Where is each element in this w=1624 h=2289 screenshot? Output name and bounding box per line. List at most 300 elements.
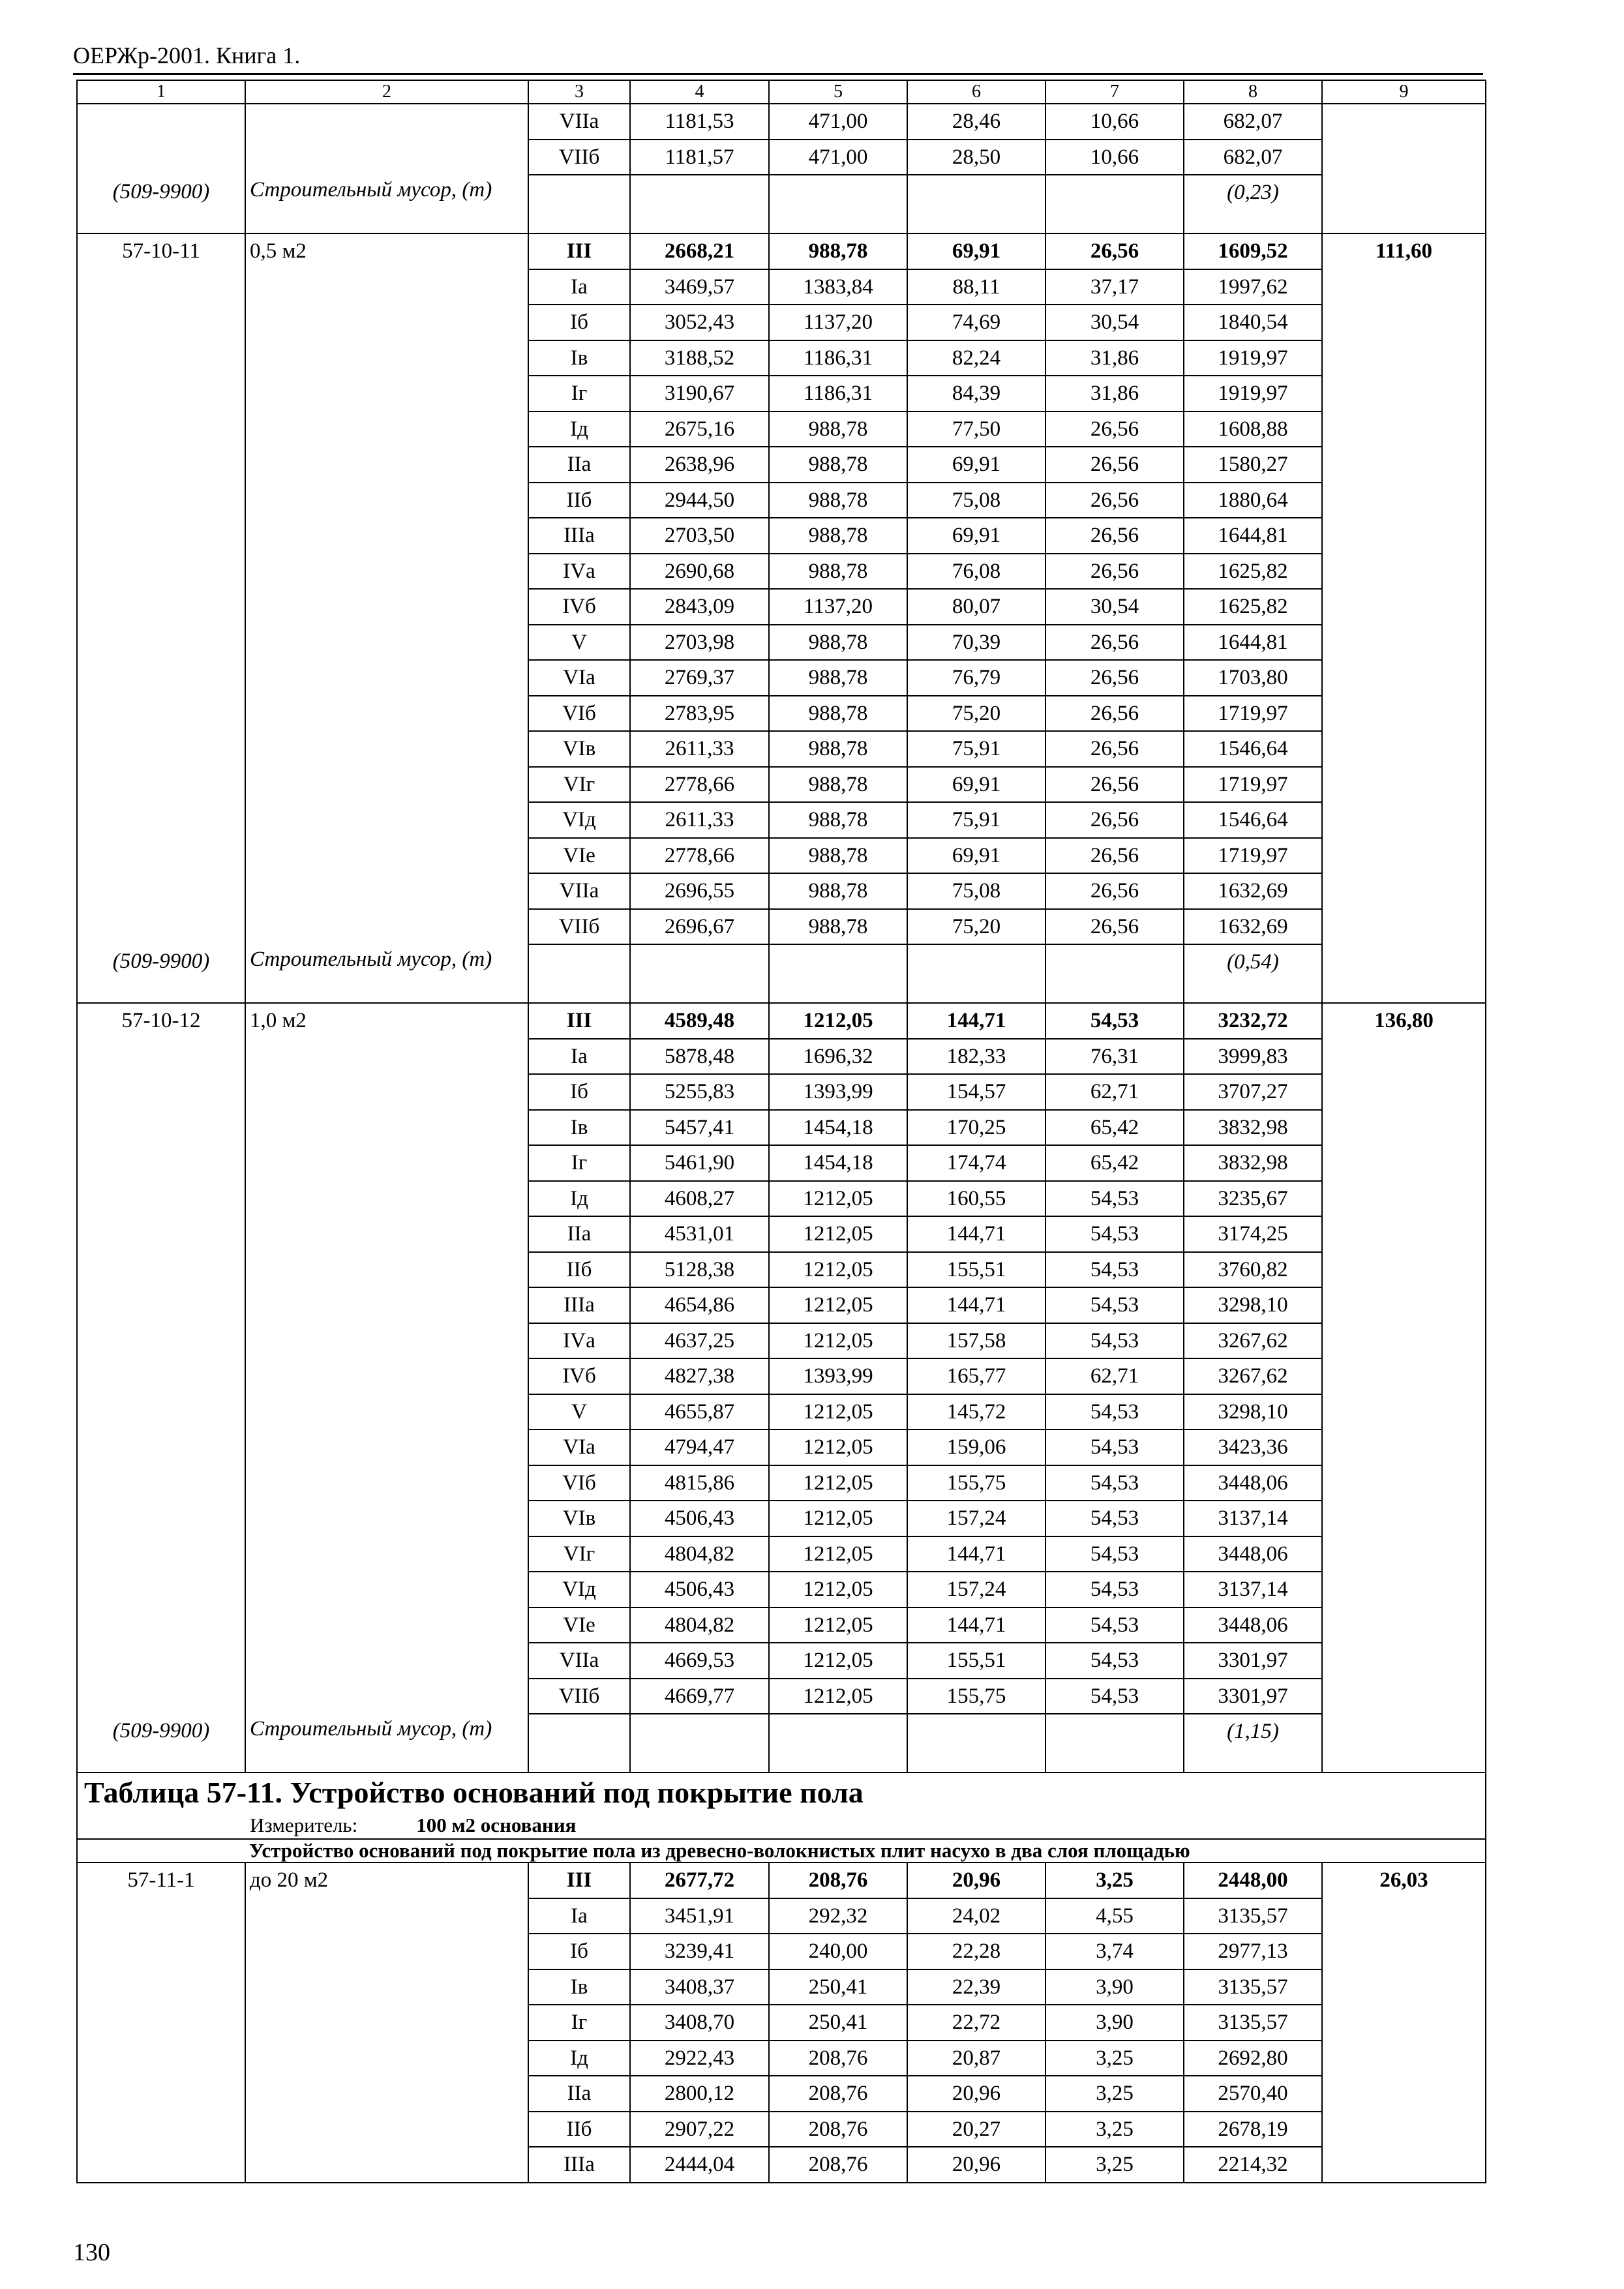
machine-cost-cell: 144,71 [907, 1216, 1045, 1252]
code-cell [77, 838, 245, 874]
machine-cost-cell: 144,71 [907, 1287, 1045, 1323]
zone-cell: Iд [528, 1181, 630, 1217]
labor-hours-cell [1322, 2076, 1486, 2112]
machine-cost-cell: 20,27 [907, 2112, 1045, 2147]
code-cell: (509-9900) [77, 944, 245, 1003]
name-cell [245, 269, 528, 305]
total-cost-cell: 2611,33 [630, 731, 769, 767]
name-cell [245, 696, 528, 732]
zone-cell: VIб [528, 696, 630, 732]
materials-cell: 1644,81 [1184, 625, 1322, 661]
materials-cell: 1719,97 [1184, 838, 1322, 874]
labor-cost-cell: 1212,05 [769, 1003, 907, 1039]
labor-cost-cell: 208,76 [769, 2147, 907, 2183]
materials-cell: 2570,40 [1184, 2076, 1322, 2112]
labor-hours-cell [1322, 104, 1486, 140]
name-cell [245, 1643, 528, 1679]
machine-cost-cell: 24,02 [907, 1898, 1045, 1934]
name-cell [245, 731, 528, 767]
machinist-wage-cell: 65,42 [1045, 1110, 1184, 1146]
labor-cost-cell: 988,78 [769, 447, 907, 483]
code-cell [77, 767, 245, 803]
labor-hours-cell [1322, 1465, 1486, 1501]
zone-cell: VIд [528, 802, 630, 838]
zone-cell: Iд [528, 2041, 630, 2076]
materials-cell: 2692,80 [1184, 2041, 1322, 2076]
labor-cost-cell: 250,41 [769, 1969, 907, 2005]
name-cell [245, 376, 528, 411]
total-cost-cell: 2907,22 [630, 2112, 769, 2147]
labor-hours-cell [1322, 1145, 1486, 1181]
machine-cost-cell: 75,08 [907, 483, 1045, 518]
machinist-wage-cell: 54,53 [1045, 1608, 1184, 1643]
total-cost-cell: 2703,50 [630, 518, 769, 554]
name-cell: до 20 м2 [245, 1863, 528, 1898]
rate-row [77, 1969, 1486, 2005]
machine-cost-cell: 69,91 [907, 233, 1045, 269]
materials-cell: 3135,57 [1184, 2005, 1322, 2041]
zone-cell: VIIб [528, 909, 630, 945]
materials-cell: 1997,62 [1184, 269, 1322, 305]
machinist-wage-cell: 30,54 [1045, 305, 1184, 340]
code-cell [77, 1145, 245, 1181]
rate-row [77, 2147, 1486, 2183]
total-cost-cell: 2611,33 [630, 802, 769, 838]
materials-cell: 2977,13 [1184, 1934, 1322, 1969]
machine-cost-cell: 69,91 [907, 518, 1045, 554]
zone-cell: V [528, 625, 630, 661]
labor-cost-cell: 988,78 [769, 660, 907, 696]
code-cell: 57-10-12 [77, 1003, 245, 1039]
labor-hours-cell [1322, 340, 1486, 376]
total-cost-cell: 5255,83 [630, 1074, 769, 1110]
labor-hours-cell [1322, 1358, 1486, 1394]
total-cost-cell: 4669,53 [630, 1643, 769, 1679]
machinist-wage-cell [1045, 175, 1184, 233]
rate-row [77, 233, 1486, 269]
machinist-wage-cell: 10,66 [1045, 140, 1184, 175]
code-cell [77, 2041, 245, 2076]
materials-cell: 1919,97 [1184, 376, 1322, 411]
labor-hours-cell [1322, 1714, 1486, 1773]
code-cell [77, 447, 245, 483]
rate-row [77, 411, 1486, 447]
name-cell [245, 518, 528, 554]
name-cell [245, 1145, 528, 1181]
machine-cost-cell: 144,71 [907, 1003, 1045, 1039]
total-cost-cell [630, 175, 769, 233]
labor-cost-cell: 988,78 [769, 873, 907, 909]
machine-cost-cell: 170,25 [907, 1110, 1045, 1146]
labor-cost-cell: 1212,05 [769, 1536, 907, 1572]
materials-cell: 3137,14 [1184, 1572, 1322, 1608]
labor-cost-cell: 1383,84 [769, 269, 907, 305]
labor-hours-cell [1322, 625, 1486, 661]
total-cost-cell: 3052,43 [630, 305, 769, 340]
total-cost-cell: 2444,04 [630, 2147, 769, 2183]
materials-cell: 1625,82 [1184, 554, 1322, 590]
labor-cost-cell: 471,00 [769, 104, 907, 140]
labor-hours-cell [1322, 1394, 1486, 1430]
labor-hours-cell [1322, 731, 1486, 767]
materials-cell: 3137,14 [1184, 1501, 1322, 1536]
rate-row [77, 1536, 1486, 1572]
total-cost-cell: 5128,38 [630, 1252, 769, 1288]
machinist-wage-cell: 26,56 [1045, 625, 1184, 661]
rate-row [77, 909, 1486, 945]
labor-hours-cell [1322, 767, 1486, 803]
labor-hours-cell: 136,80 [1322, 1003, 1486, 1039]
total-cost-cell: 4589,48 [630, 1003, 769, 1039]
total-cost-cell: 2703,98 [630, 625, 769, 661]
rate-row [77, 1679, 1486, 1714]
column-number: 1 [77, 80, 245, 104]
zone-cell: Iв [528, 1110, 630, 1146]
rate-row [77, 2041, 1486, 2076]
machinist-wage-cell: 26,56 [1045, 838, 1184, 874]
rate-row [77, 518, 1486, 554]
machinist-wage-cell: 4,55 [1045, 1898, 1184, 1934]
zone-cell: Iа [528, 1898, 630, 1934]
materials-cell: 1632,69 [1184, 873, 1322, 909]
machine-cost-cell: 20,96 [907, 2076, 1045, 2112]
table-title-cell [77, 1773, 1486, 1839]
waste-row [77, 175, 1486, 233]
zone-cell [528, 1714, 630, 1773]
machinist-wage-cell: 54,53 [1045, 1181, 1184, 1217]
rate-row [77, 1358, 1486, 1394]
labor-hours-cell [1322, 376, 1486, 411]
total-cost-cell: 4531,01 [630, 1216, 769, 1252]
machinist-wage-cell: 3,74 [1045, 1934, 1184, 1969]
labor-hours-cell [1322, 873, 1486, 909]
zone-cell: Iб [528, 1074, 630, 1110]
machinist-wage-cell: 10,66 [1045, 104, 1184, 140]
name-cell [245, 1039, 528, 1075]
code-cell [77, 802, 245, 838]
machinist-wage-cell: 3,90 [1045, 1969, 1184, 2005]
machine-cost-cell: 144,71 [907, 1608, 1045, 1643]
labor-hours-cell [1322, 1969, 1486, 2005]
column-number: 3 [528, 80, 630, 104]
labor-hours-cell [1322, 1252, 1486, 1288]
total-cost-cell: 5878,48 [630, 1039, 769, 1075]
subheading-cell: Устройство оснований под покрытие пола из древесно-волокнистых плит насухо в два слоя площадью [245, 1839, 1486, 1863]
column-number: 2 [245, 80, 528, 104]
machinist-wage-cell: 26,56 [1045, 660, 1184, 696]
labor-hours-cell [1322, 1536, 1486, 1572]
machinist-wage-cell: 31,86 [1045, 376, 1184, 411]
labor-cost-cell: 1212,05 [769, 1216, 907, 1252]
labor-cost-cell: 1696,32 [769, 1039, 907, 1075]
materials-cell: 1632,69 [1184, 909, 1322, 945]
labor-cost-cell: 292,32 [769, 1898, 907, 1934]
labor-cost-cell: 988,78 [769, 233, 907, 269]
machinist-wage-cell [1045, 1714, 1184, 1773]
name-cell: Строительный мусор, (т) [245, 944, 528, 1003]
labor-hours-cell [1322, 1074, 1486, 1110]
code-cell [77, 1181, 245, 1217]
labor-cost-cell: 1212,05 [769, 1608, 907, 1643]
column-number-row [77, 80, 1486, 104]
code-cell [77, 1323, 245, 1359]
name-cell [245, 1608, 528, 1643]
total-cost-cell: 4506,43 [630, 1572, 769, 1608]
name-cell [245, 2041, 528, 2076]
total-cost-cell: 2769,37 [630, 660, 769, 696]
machine-cost-cell: 20,87 [907, 2041, 1045, 2076]
total-cost-cell: 4655,87 [630, 1394, 769, 1430]
machinist-wage-cell: 26,56 [1045, 447, 1184, 483]
name-cell [245, 838, 528, 874]
labor-cost-cell: 988,78 [769, 625, 907, 661]
zone-cell: IIа [528, 447, 630, 483]
code-cell [77, 1898, 245, 1934]
name-cell [245, 1679, 528, 1714]
machine-cost-cell: 174,74 [907, 1145, 1045, 1181]
measure-line [82, 1812, 1481, 1838]
name-cell [245, 1501, 528, 1536]
zone-cell: IIIа [528, 2147, 630, 2183]
machine-cost-cell: 160,55 [907, 1181, 1045, 1217]
machinist-wage-cell: 30,54 [1045, 589, 1184, 625]
total-cost-cell: 2638,96 [630, 447, 769, 483]
rate-row [77, 731, 1486, 767]
total-cost-cell: 3188,52 [630, 340, 769, 376]
labor-cost-cell: 1212,05 [769, 1252, 907, 1288]
total-cost-cell: 2675,16 [630, 411, 769, 447]
rate-row [77, 2005, 1486, 2041]
machine-cost-cell: 155,51 [907, 1643, 1045, 1679]
total-cost-cell: 1181,53 [630, 104, 769, 140]
machinist-wage-cell: 3,90 [1045, 2005, 1184, 2041]
name-cell: 1,0 м2 [245, 1003, 528, 1039]
code-cell [77, 1465, 245, 1501]
zone-cell: VIIа [528, 1643, 630, 1679]
code-cell [77, 376, 245, 411]
materials-cell: 3135,57 [1184, 1898, 1322, 1934]
name-cell [245, 1323, 528, 1359]
zone-cell: IVа [528, 1323, 630, 1359]
rate-row [77, 140, 1486, 175]
labor-cost-cell [769, 944, 907, 1003]
labor-cost-cell: 1212,05 [769, 1501, 907, 1536]
code-cell [77, 1216, 245, 1252]
materials-cell: 1609,52 [1184, 233, 1322, 269]
table-title-row [77, 1773, 1486, 1839]
total-cost-cell: 3239,41 [630, 1934, 769, 1969]
labor-hours-cell [1322, 944, 1486, 1003]
rates-table-body [77, 80, 1486, 2183]
materials-cell: 2214,32 [1184, 2147, 1322, 2183]
rate-row [77, 1608, 1486, 1643]
code-cell: (509-9900) [77, 1714, 245, 1773]
rate-row [77, 802, 1486, 838]
measure-value: 100 м2 основания [416, 1814, 577, 1836]
labor-hours-cell [1322, 1643, 1486, 1679]
code-cell [77, 2147, 245, 2183]
rate-row [77, 1216, 1486, 1252]
materials-cell: 1608,88 [1184, 411, 1322, 447]
rates-table [76, 80, 1486, 2183]
code-cell [77, 1969, 245, 2005]
materials-cell: 1880,64 [1184, 483, 1322, 518]
code-cell [77, 518, 245, 554]
name-cell [245, 447, 528, 483]
machinist-wage-cell: 54,53 [1045, 1465, 1184, 1501]
materials-cell: 3267,62 [1184, 1358, 1322, 1394]
code-cell [77, 1608, 245, 1643]
machine-cost-cell: 75,20 [907, 696, 1045, 732]
total-cost-cell: 2696,55 [630, 873, 769, 909]
rate-row [77, 1898, 1486, 1934]
labor-cost-cell: 1454,18 [769, 1110, 907, 1146]
name-cell [245, 1934, 528, 1969]
labor-hours-cell [1322, 554, 1486, 590]
materials-cell: 3301,97 [1184, 1679, 1322, 1714]
labor-cost-cell: 250,41 [769, 2005, 907, 2041]
zone-cell: VIIб [528, 140, 630, 175]
materials-cell: 3235,67 [1184, 1181, 1322, 1217]
machine-cost-cell: 145,72 [907, 1394, 1045, 1430]
rate-row [77, 838, 1486, 874]
materials-cell: (1,15) [1184, 1714, 1322, 1773]
machinist-wage-cell: 54,53 [1045, 1216, 1184, 1252]
labor-hours-cell [1322, 1039, 1486, 1075]
zone-cell: IIа [528, 1216, 630, 1252]
machinist-wage-cell: 54,53 [1045, 1287, 1184, 1323]
measure-label: Измеритель: [250, 1814, 358, 1836]
code-cell [77, 909, 245, 945]
zone-cell: VIг [528, 767, 630, 803]
name-cell [245, 660, 528, 696]
machinist-wage-cell: 31,86 [1045, 340, 1184, 376]
code-cell [77, 104, 245, 140]
materials-cell: 1625,82 [1184, 589, 1322, 625]
machine-cost-cell: 75,91 [907, 802, 1045, 838]
machinist-wage-cell: 3,25 [1045, 1863, 1184, 1898]
labor-hours-cell [1322, 2147, 1486, 2183]
labor-hours-cell [1322, 1110, 1486, 1146]
labor-cost-cell: 988,78 [769, 411, 907, 447]
rate-row [77, 1465, 1486, 1501]
labor-cost-cell: 988,78 [769, 909, 907, 945]
labor-cost-cell: 1454,18 [769, 1145, 907, 1181]
zone-cell: Iб [528, 1934, 630, 1969]
code-cell [77, 1934, 245, 1969]
machinist-wage-cell [1045, 944, 1184, 1003]
rate-row [77, 660, 1486, 696]
labor-cost-cell: 240,00 [769, 1934, 907, 1969]
name-cell [245, 1536, 528, 1572]
code-cell [77, 340, 245, 376]
total-cost-cell: 3190,67 [630, 376, 769, 411]
rate-row [77, 447, 1486, 483]
name-cell [245, 1572, 528, 1608]
total-cost-cell: 4669,77 [630, 1679, 769, 1714]
code-cell [77, 269, 245, 305]
machinist-wage-cell: 3,25 [1045, 2076, 1184, 2112]
name-cell [245, 2005, 528, 2041]
labor-cost-cell: 988,78 [769, 731, 907, 767]
materials-cell: 1719,97 [1184, 696, 1322, 732]
rate-row [77, 1252, 1486, 1288]
total-cost-cell: 3408,70 [630, 2005, 769, 2041]
zone-cell: VIд [528, 1572, 630, 1608]
name-cell [245, 104, 528, 140]
code-cell [77, 1358, 245, 1394]
materials-cell: 3448,06 [1184, 1465, 1322, 1501]
rate-row [77, 104, 1486, 140]
total-cost-cell: 2783,95 [630, 696, 769, 732]
labor-hours-cell [1322, 1216, 1486, 1252]
materials-cell: 1546,64 [1184, 731, 1322, 767]
machine-cost-cell: 70,39 [907, 625, 1045, 661]
materials-cell: (0,23) [1184, 175, 1322, 233]
machine-cost-cell: 155,75 [907, 1679, 1045, 1714]
labor-hours-cell [1322, 1323, 1486, 1359]
machinist-wage-cell: 54,53 [1045, 1394, 1184, 1430]
subheading-spacer [77, 1839, 245, 1863]
machinist-wage-cell: 3,25 [1045, 2041, 1184, 2076]
document-header: ОЕРЖр-2001. Книга 1. [73, 42, 301, 68]
machine-cost-cell: 182,33 [907, 1039, 1045, 1075]
column-number: 7 [1045, 80, 1184, 104]
total-cost-cell: 4815,86 [630, 1465, 769, 1501]
materials-cell: 3832,98 [1184, 1110, 1322, 1146]
materials-cell: 1546,64 [1184, 802, 1322, 838]
total-cost-cell: 4654,86 [630, 1287, 769, 1323]
materials-cell: 1644,81 [1184, 518, 1322, 554]
rate-row [77, 589, 1486, 625]
zone-cell [528, 944, 630, 1003]
machinist-wage-cell: 62,71 [1045, 1358, 1184, 1394]
machinist-wage-cell: 54,53 [1045, 1536, 1184, 1572]
zone-cell: Iд [528, 411, 630, 447]
machine-cost-cell [907, 944, 1045, 1003]
code-cell [77, 589, 245, 625]
page-number: 130 [73, 2239, 110, 2266]
materials-cell: 3448,06 [1184, 1608, 1322, 1643]
machinist-wage-cell: 37,17 [1045, 269, 1184, 305]
machinist-wage-cell: 26,56 [1045, 873, 1184, 909]
labor-cost-cell: 1212,05 [769, 1465, 907, 1501]
zone-cell: Iв [528, 340, 630, 376]
code-cell [77, 305, 245, 340]
labor-cost-cell: 988,78 [769, 838, 907, 874]
waste-row [77, 944, 1486, 1003]
total-cost-cell: 2944,50 [630, 483, 769, 518]
zone-cell: VIIа [528, 104, 630, 140]
machinist-wage-cell: 54,53 [1045, 1572, 1184, 1608]
labor-hours-cell [1322, 589, 1486, 625]
zone-cell: IIб [528, 1252, 630, 1288]
total-cost-cell: 2690,68 [630, 554, 769, 590]
labor-hours-cell [1322, 1608, 1486, 1643]
code-cell [77, 625, 245, 661]
name-cell [245, 2112, 528, 2147]
name-cell [245, 140, 528, 175]
machinist-wage-cell: 26,56 [1045, 767, 1184, 803]
labor-hours-cell: 111,60 [1322, 233, 1486, 269]
zone-cell: IVб [528, 589, 630, 625]
column-number: 5 [769, 80, 907, 104]
labor-hours-cell [1322, 1181, 1486, 1217]
code-cell [77, 411, 245, 447]
machine-cost-cell: 77,50 [907, 411, 1045, 447]
machine-cost-cell: 69,91 [907, 838, 1045, 874]
zone-cell: IIа [528, 2076, 630, 2112]
